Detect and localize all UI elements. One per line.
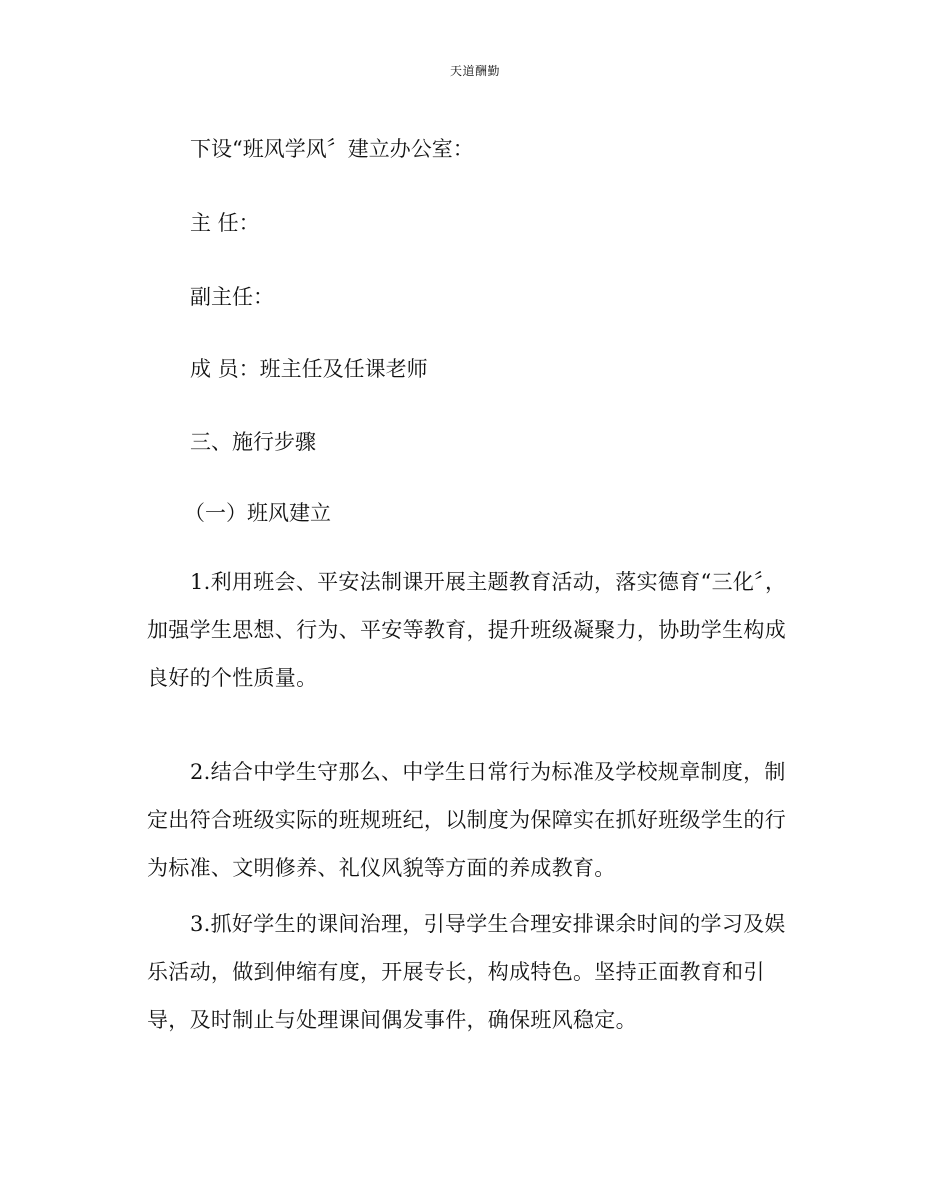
- director-line: 主 任：: [190, 211, 260, 235]
- subsection-heading: （一）班风建立: [184, 501, 331, 525]
- paragraph-3: 3.抓好学生的课间治理，引导学生合理安排课余时间的学习及娱乐活动，做到伸缩有度，开展专长，构成特色。坚持正面教育和引导，及时制止与处理课间偶发事件，确保班风稳定。: [147, 912, 786, 1032]
- paragraph-1: 1.利用班会、平安法制课开展主题教育活动，落实德育“三化〞，加强学生思想、行为、平安等教育，提升班级凝聚力，协助学生构成良好的个性质量。: [147, 570, 787, 690]
- paragraph-2: 2.结合中学生守那么、中学生日常行为标准及学校规章制度，制定出符合班级实际的班规班纪，以制度为保障实在抓好班级学生的行为标准、文明修养、礼仪风貌等方面的养成教育。: [147, 760, 786, 880]
- office-line: 下设“班风学风〞建立办公室：: [190, 137, 474, 161]
- members-line: 成 员：班主任及任课老师: [190, 357, 428, 381]
- deputy-line: 副主任：: [190, 285, 274, 309]
- section-heading: 三、施行步骤: [190, 430, 316, 454]
- page-header: 天道酬勤: [449, 64, 500, 78]
